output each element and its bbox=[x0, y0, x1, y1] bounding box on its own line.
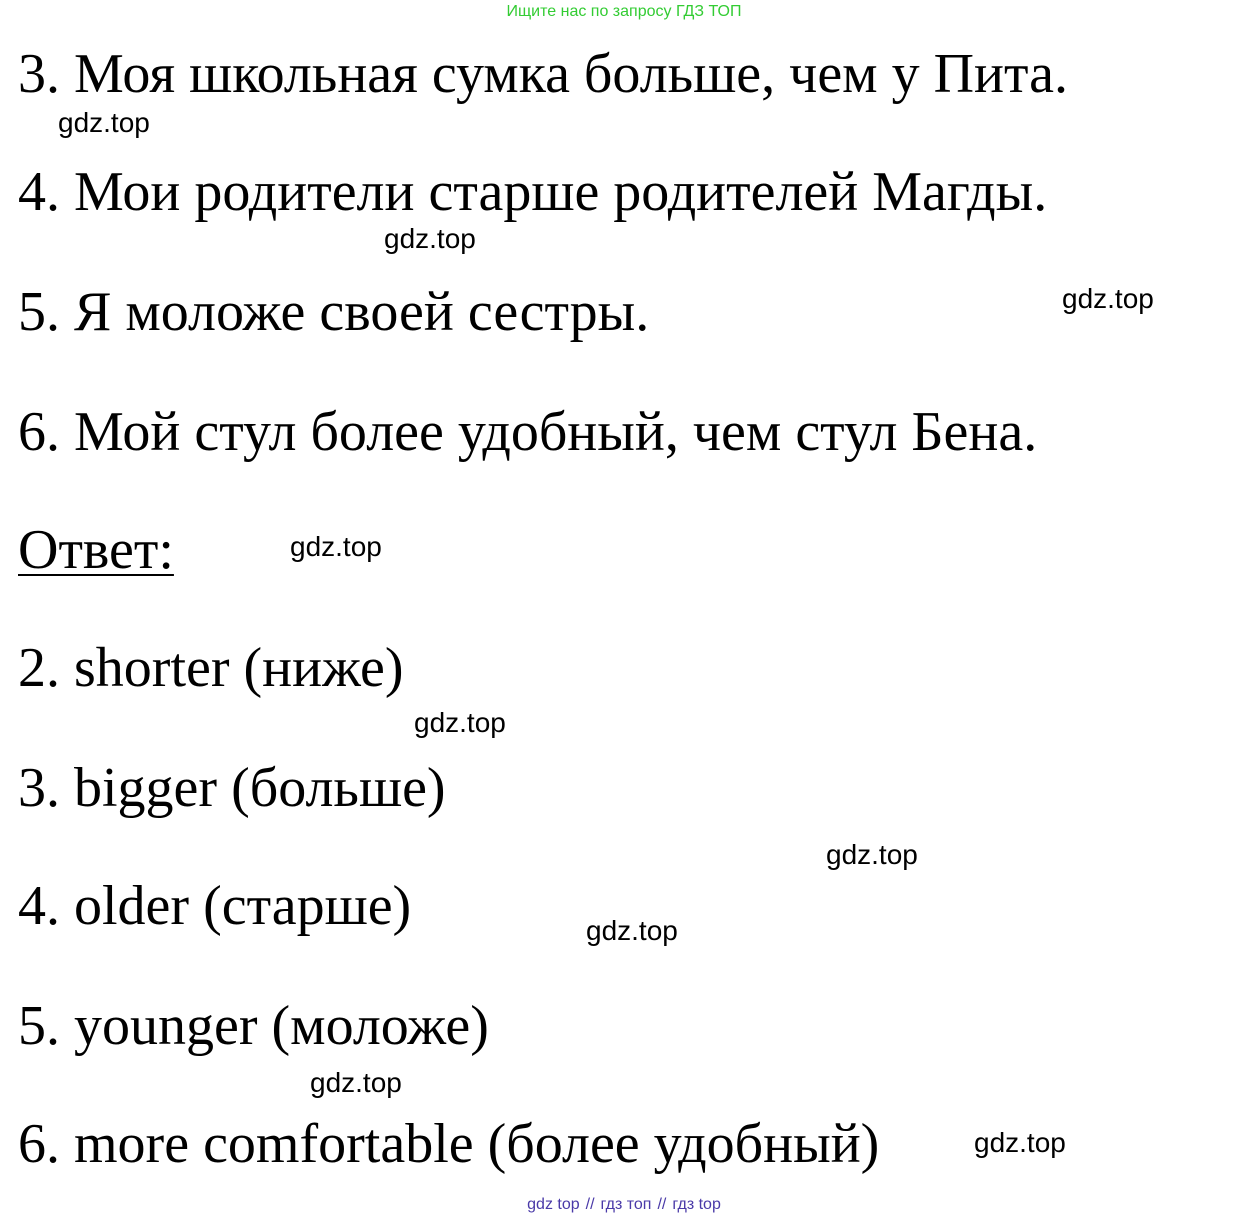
footer-links bbox=[0, 1194, 1248, 1216]
watermark: gdz.top bbox=[1062, 283, 1154, 314]
answer-item-3: 3. bigger (больше) bbox=[18, 757, 446, 819]
answer-item-6: 6. more comfortable (более удобный) bbox=[18, 1113, 880, 1175]
watermark: gdz.top bbox=[974, 1127, 1066, 1158]
watermark: gdz.top bbox=[384, 223, 476, 254]
sentence-4: 4. Мои родители старше родителей Магды. bbox=[18, 161, 1048, 223]
top-banner: Ищите нас по запросу ГДЗ ТОП bbox=[506, 3, 742, 20]
footer-link[interactable]: gdz top bbox=[527, 1196, 580, 1213]
answer-item-2: 2. shorter (ниже) bbox=[18, 637, 404, 699]
sentence-6: 6. Мой стул более удобный, чем стул Бена. bbox=[18, 401, 1038, 463]
watermark: gdz.top bbox=[290, 531, 382, 562]
watermark: gdz.top bbox=[586, 915, 678, 946]
footer-link[interactable]: гдз топ bbox=[600, 1196, 652, 1213]
answer-item-4: 4. older (старше) bbox=[18, 875, 412, 937]
footer-separator: // bbox=[585, 1196, 595, 1213]
sentence-5: 5. Я моложе своей сестры. bbox=[18, 281, 650, 343]
watermark: gdz.top bbox=[414, 707, 506, 738]
watermark: gdz.top bbox=[826, 839, 918, 870]
watermark: gdz.top bbox=[310, 1067, 402, 1098]
sentence-3: 3. Моя школьная сумка больше, чем у Пита. bbox=[18, 43, 1069, 105]
footer-separator: // bbox=[657, 1196, 667, 1213]
answer-item-5: 5. younger (моложе) bbox=[18, 995, 489, 1057]
watermark: gdz.top bbox=[58, 107, 150, 138]
footer-link[interactable]: гдз top bbox=[672, 1196, 721, 1213]
answer-heading: Ответ: bbox=[18, 519, 174, 581]
